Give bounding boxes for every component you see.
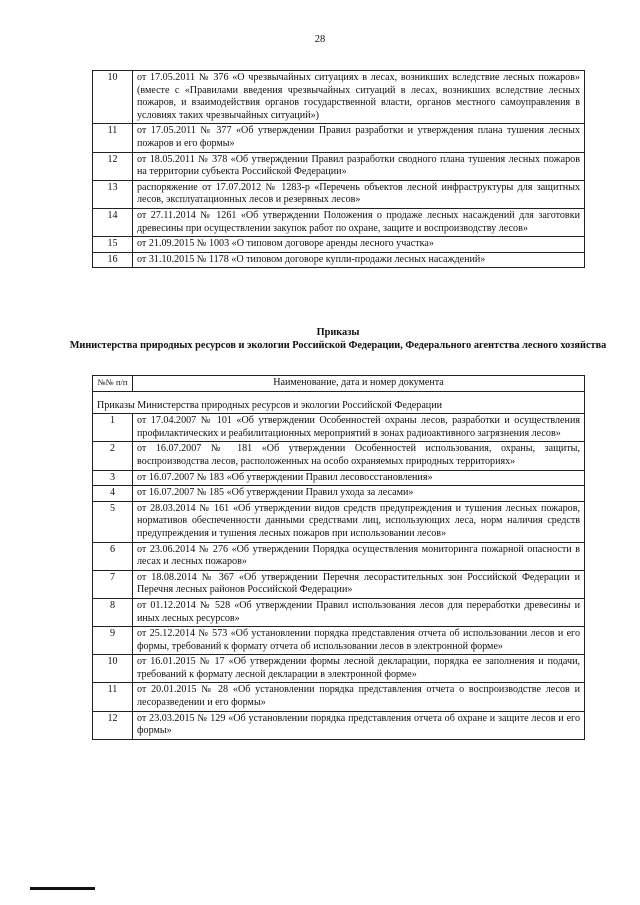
row-number: 2 <box>93 442 133 470</box>
row-number: 5 <box>93 501 133 542</box>
row-document-text: от 16.07.2007 № 181 «Об утверждении Особенностей использования, охраны, защиты, воспроизводства лесов, расположенных на особо охраняемых природных территориях» <box>133 442 585 470</box>
row-document-text: от 18.05.2011 № 378 «Об утверждении Правил разработки сводного плана тушения лесных пожаров на территории субъекта Российской Федерации» <box>133 152 585 180</box>
table-row <box>93 442 585 470</box>
row-document-text: от 20.01.2015 № 28 «Об установлении порядка представления отчета о воспроизводстве лесов и лесоразведении и его формы» <box>133 683 585 711</box>
row-number: 11 <box>93 683 133 711</box>
row-document-text: от 17.05.2011 № 376 «О чрезвычайных ситуациях в лесах, возникших вследствие лесных пожаров» (вместе с «Правилами введения чрезвычайных ситуаций в лесах, возникших вследствие лесных пожаров, и взаимодействия органов государственной власти, органов местного самоуправления в условиях таких чрезвычайных ситуаций») <box>133 71 585 124</box>
government-decrees-table-body <box>93 71 585 268</box>
footer-rule <box>30 887 95 890</box>
row-number: 3 <box>93 470 133 486</box>
row-number: 13 <box>93 180 133 208</box>
table-row <box>93 152 585 180</box>
table-row <box>93 180 585 208</box>
row-number: 6 <box>93 542 133 570</box>
table-row <box>93 237 585 253</box>
orders-heading <box>60 327 616 353</box>
row-document-text: от 25.12.2014 № 573 «Об установлении порядка представления отчета об использовании лесов и его формы, требований к формату отчета об использовании лесов в электронной форме» <box>133 627 585 655</box>
row-number: 7 <box>93 570 133 598</box>
page-number: 28 <box>314 34 326 45</box>
table-row <box>93 598 585 626</box>
row-document-text: от 23.06.2014 № 276 «Об утверждении Порядка осуществления мониторинга пожарной опасности в лесах и лесных пожаров» <box>133 542 585 570</box>
section-row <box>93 391 585 414</box>
row-document-text: от 16.07.2007 № 185 «Об утверждении Правил ухода за лесами» <box>133 486 585 502</box>
table-row <box>93 414 585 442</box>
table-row <box>93 252 585 268</box>
row-document-text: распоряжение от 17.07.2012 № 1283-р «Перечень объектов лесной инфраструктуры для защитных лесов, эксплуатационных лесов и резервных лесов» <box>133 180 585 208</box>
row-number: 9 <box>93 627 133 655</box>
row-document-text: от 17.04.2007 № 101 «Об утверждении Особенностей охраны лесов, разработки и осуществления профилактических и реабилитационных мероприятий в зонах радиоактивного загрязнения лесов» <box>133 414 585 442</box>
header-number-cell: №№ п/п <box>93 376 133 392</box>
table-row <box>93 486 585 502</box>
section-title: Приказы Министерства природных ресурсов и экологии Российской Федерации <box>93 391 585 414</box>
table-row <box>93 71 585 124</box>
row-number: 11 <box>93 124 133 152</box>
government-decrees-table <box>92 70 585 268</box>
orders-heading-title: Приказы <box>316 327 360 338</box>
row-number: 14 <box>93 208 133 236</box>
table-header-row <box>93 376 585 392</box>
row-document-text: от 16.07.2007 № 183 «Об утверждении Правил лесовосстановления» <box>133 470 585 486</box>
ministry-orders-table-body <box>93 391 585 739</box>
table-row <box>93 208 585 236</box>
row-number: 15 <box>93 237 133 253</box>
table-row <box>93 124 585 152</box>
table-row <box>93 501 585 542</box>
table-row <box>93 711 585 739</box>
row-document-text: от 21.09.2015 № 1003 «О типовом договоре аренды лесного участка» <box>133 237 585 253</box>
row-number: 10 <box>93 71 133 124</box>
table-row <box>93 470 585 486</box>
table-row <box>93 627 585 655</box>
table-row <box>93 542 585 570</box>
row-number: 16 <box>93 252 133 268</box>
table-row <box>93 570 585 598</box>
row-document-text: от 17.05.2011 № 377 «Об утверждении Правил разработки и утверждения плана тушения лесных пожаров и его формы» <box>133 124 585 152</box>
row-document-text: от 28.03.2014 № 161 «Об утверждении видов средств предупреждения и тушения лесных пожаров, нормативов обеспеченности данными средствами лиц, использующих леса, норм наличия средств предупреждения и тушения лесных пожаров при использовании лесов» <box>133 501 585 542</box>
ministry-orders-table <box>92 375 585 740</box>
row-number: 1 <box>93 414 133 442</box>
row-document-text: от 27.11.2014 № 1261 «Об утверждении Положения о продаже лесных насаждений для заготовки древесины при осуществлении закупок работ по охране, защите и воспроизводству лесов» <box>133 208 585 236</box>
row-document-text: от 31.10.2015 № 1178 «О типовом договоре купли-продажи лесных насаждений» <box>133 252 585 268</box>
row-document-text: от 01.12.2014 № 528 «Об утверждении Правил использования лесов для переработки древесины и иных лесных ресурсов» <box>133 598 585 626</box>
row-document-text: от 16.01.2015 № 17 «Об утверждении формы лесной декларации, порядка ее заполнения и подачи, требований к формату лесной декларации в электронной форме» <box>133 655 585 683</box>
orders-heading-subtitle: Министерства природных ресурсов и экологии Российской Федерации, Федерального агентства лесного хозяйства <box>69 339 607 351</box>
row-number: 4 <box>93 486 133 502</box>
header-name-cell: Наименование, дата и номер документа <box>133 376 585 392</box>
row-number: 12 <box>93 152 133 180</box>
table-row <box>93 683 585 711</box>
row-number: 8 <box>93 598 133 626</box>
row-number: 10 <box>93 655 133 683</box>
table-row <box>93 655 585 683</box>
row-document-text: от 23.03.2015 № 129 «Об установлении порядка представления отчета об охране и защите лесов и его формы» <box>133 711 585 739</box>
row-document-text: от 18.08.2014 № 367 «Об утверждении Перечня лесорастительных зон Российской Федерации и Перечня лесных районов Российской Федерации» <box>133 570 585 598</box>
row-number: 12 <box>93 711 133 739</box>
